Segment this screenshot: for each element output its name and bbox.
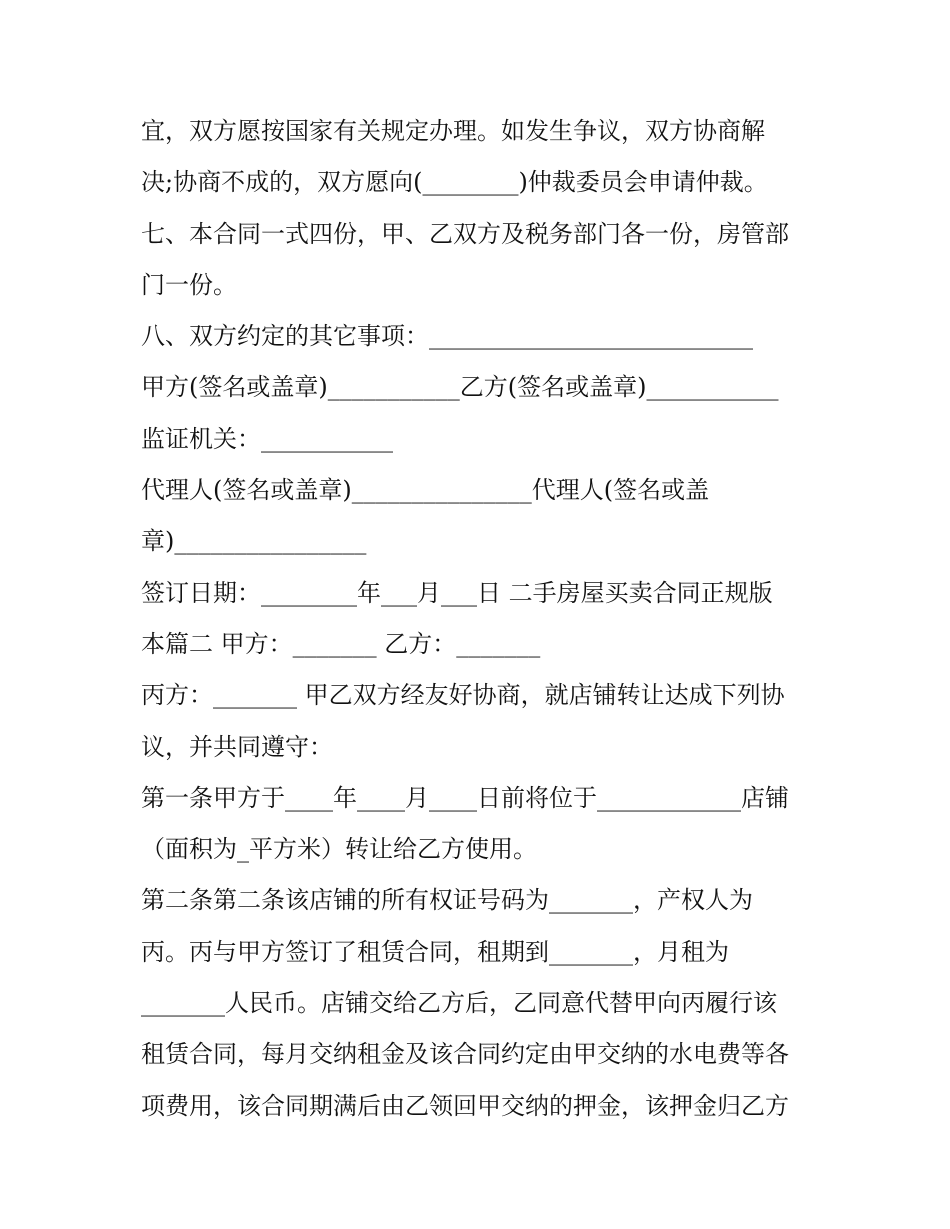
text-line: 监证机关：___________ [141, 424, 393, 453]
text-line: （面积为_平方米）转让给乙方使用。 [141, 835, 537, 864]
text-line: 项费用，该合同期满后由乙领回甲交纳的押金，该押金归乙方 [141, 1091, 789, 1120]
text-line: 决;协商不成的，双方愿向(________)仲裁委员会申请仲裁。 [141, 168, 768, 197]
text-line: 第二条第二条该店铺的所有权证号码为_______，产权人为 [141, 886, 753, 915]
text-line: 第一条甲方于____年____月____日前将位于____________店铺 [141, 783, 789, 812]
text-line: _______人民币。店铺交给乙方后，乙同意代替甲向丙履行该 [141, 989, 777, 1018]
text-line: 议，并共同遵守： [141, 732, 333, 761]
text-line: 租赁合同，每月交纳租金及该合同约定由甲交纳的水电费等各 [141, 1040, 789, 1069]
contract-text [141, 106, 821, 1132]
text-line: 门一份。 [141, 270, 237, 299]
text-line: 章)________________ [141, 527, 367, 556]
text-line: 本篇二 甲方：_______ 乙方：_______ [141, 629, 541, 658]
text-line: 丙。丙与甲方签订了租赁合同，租期到_______，月租为 [141, 937, 729, 966]
text-line: 丙方：_______ 甲乙双方经友好协商，就店铺转让达成下列协 [141, 681, 785, 710]
text-line: 八、双方约定的其它事项：___________________________ [141, 322, 753, 351]
text-line: 签订日期：________年___月___日 二手房屋买卖合同正规版 [141, 578, 773, 607]
text-line: 七、本合同一式四份，甲、乙双方及税务部门各一份，房管部 [141, 219, 789, 248]
text-line: 代理人(签名或盖章)_______________代理人(签名或盖 [141, 476, 710, 505]
text-line: 宜，双方愿按国家有关规定办理。如发生争议，双方协商解 [141, 117, 765, 145]
text-line: 甲方(签名或盖章)___________乙方(签名或盖章)___________ [141, 373, 779, 402]
